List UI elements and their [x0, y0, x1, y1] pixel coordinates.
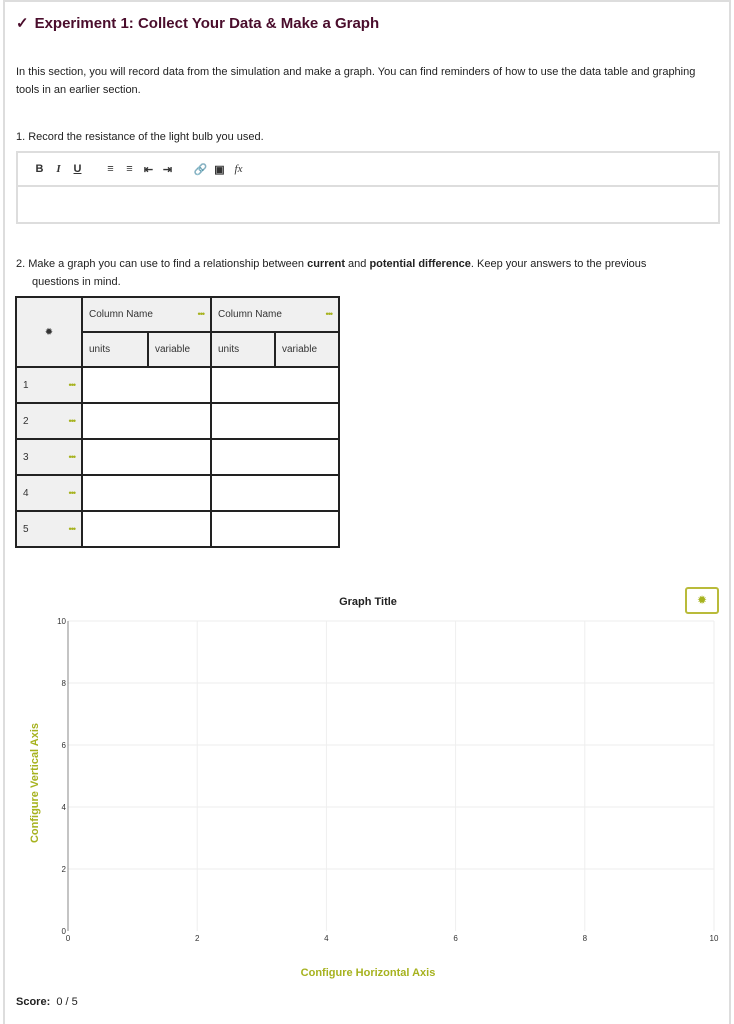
column-menu-icon[interactable]: ••• [325, 309, 332, 319]
table-cell[interactable] [82, 475, 211, 511]
row-header[interactable]: 1 ••• [16, 367, 82, 403]
row-header[interactable]: 3 ••• [16, 439, 82, 475]
table-cell[interactable] [211, 511, 339, 547]
row-menu-icon[interactable]: ••• [68, 451, 75, 462]
question-1: 1. Record the resistance of the light bulb you used. [16, 131, 264, 143]
y-tick-label: 2 [61, 865, 66, 874]
table-row [16, 403, 339, 439]
numbered-list-icon[interactable]: ≡ [107, 163, 114, 175]
bold-button[interactable]: B [35, 163, 44, 175]
row-menu-icon[interactable]: ••• [68, 523, 75, 534]
units-input[interactable]: units [211, 332, 275, 367]
graph-title[interactable]: Graph Title [339, 596, 397, 608]
table-row [16, 367, 339, 403]
formula-icon[interactable]: fx [234, 163, 243, 175]
table-cell[interactable] [211, 475, 339, 511]
table-row [16, 511, 339, 547]
gear-icon: ✹ [44, 326, 54, 338]
question-2: 2. Make a graph you can use to find a relationship between current and potential difference. Keep your answers to the previous questions in mind. [16, 258, 647, 288]
indent-icon[interactable]: ⇥ [162, 163, 173, 176]
row-menu-icon[interactable]: ••• [68, 487, 75, 498]
link-icon[interactable]: 🔗 [193, 163, 208, 176]
x-tick-label: 8 [582, 934, 588, 943]
units-input[interactable]: units [82, 332, 148, 367]
table-cell[interactable] [82, 439, 211, 475]
column-header-2[interactable]: Column Name ••• [211, 297, 339, 332]
table-row [16, 439, 339, 475]
rich-text-editor [16, 151, 720, 224]
gear-icon: ✹ [696, 593, 708, 607]
row-menu-icon[interactable]: ••• [68, 415, 75, 426]
outdent-icon[interactable]: ⇤ [143, 163, 154, 176]
score: Score: 0 / 5 [16, 996, 78, 1008]
y-tick-label: 0 [61, 927, 66, 936]
editor-toolbar [18, 153, 718, 187]
table-cell[interactable] [211, 439, 339, 475]
table-cell[interactable] [82, 403, 211, 439]
column-menu-icon[interactable]: ••• [197, 309, 204, 319]
variable-input[interactable]: variable [148, 332, 211, 367]
row-header[interactable]: 4 ••• [16, 475, 82, 511]
table-cell[interactable] [211, 403, 339, 439]
table-row [16, 475, 339, 511]
y-tick-label: 10 [57, 617, 66, 626]
y-tick-label: 4 [61, 803, 66, 812]
bulleted-list-icon[interactable]: ≡ [126, 163, 133, 175]
column-header-1[interactable]: Column Name ••• [82, 297, 211, 332]
x-tick-label: 2 [194, 934, 200, 943]
table-cell[interactable] [82, 367, 211, 403]
table-settings-button[interactable] [16, 297, 82, 367]
y-tick-label: 6 [61, 741, 66, 750]
row-header[interactable]: 2 ••• [16, 403, 82, 439]
table-cell[interactable] [82, 511, 211, 547]
underline-button[interactable]: U [73, 163, 82, 175]
intro-text: In this section, you will record data from the simulation and make a graph. You can find reminders of how to use the data table and graphing tools in an earlier section. [16, 66, 696, 96]
italic-button[interactable]: I [56, 163, 61, 175]
variable-input[interactable]: variable [275, 332, 339, 367]
x-tick-label: 6 [453, 934, 458, 943]
row-header[interactable]: 5 ••• [16, 511, 82, 547]
x-tick-label: 10 [709, 934, 719, 943]
graph [0, 580, 734, 990]
x-tick-label: 4 [324, 934, 329, 943]
image-icon[interactable]: ▣ [214, 163, 225, 176]
y-tick-label: 8 [61, 679, 66, 688]
x-tick-label: 0 [65, 934, 71, 943]
table-cell[interactable] [211, 367, 339, 403]
horizontal-axis-label[interactable]: Configure Horizontal Axis [300, 967, 436, 979]
answer-input[interactable] [18, 187, 718, 222]
section-header[interactable]: ✓ Experiment 1: Collect Your Data & Make a Graph [16, 14, 380, 32]
row-menu-icon[interactable]: ••• [68, 379, 75, 390]
chevron-down-icon: ✓ [16, 15, 29, 32]
data-table [15, 296, 340, 548]
vertical-axis-label[interactable]: Configure Vertical Axis [29, 722, 41, 844]
